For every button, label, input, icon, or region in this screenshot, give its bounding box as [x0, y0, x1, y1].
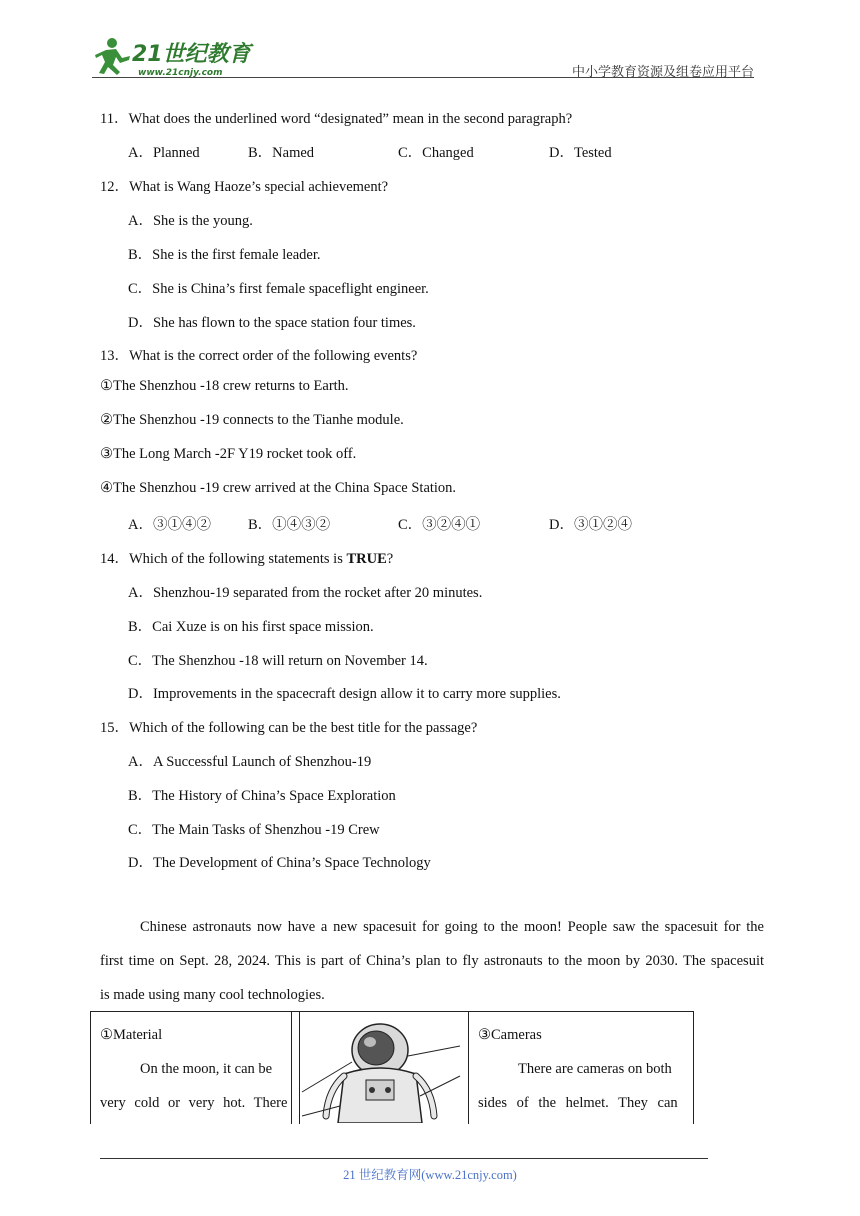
q15-option-b: B．The History of China’s Space Exploration [128, 788, 396, 804]
q11-option-d: D．Tested [549, 145, 612, 161]
q15-stem: 15．Which of the following can be the best title for the passage? [100, 720, 478, 736]
q13-event-1: ①The Shenzhou -18 crew returns to Earth. [100, 378, 349, 394]
q12-option-b: B．She is the first female leader. [128, 247, 321, 263]
q12-option-d: D．She has flown to the space station four times. [128, 315, 416, 331]
q15-option-c: C．The Main Tasks of Shenzhou -19 Crew [128, 822, 380, 838]
q14-stem [100, 547, 393, 568]
material-line-1: On the moon, it can be [140, 1061, 273, 1077]
passage-line-3: is made using many cool technologies. [100, 987, 325, 1003]
q14-option-c: C．The Shenzhou -18 will return on November 14. [128, 653, 428, 669]
astronaut-illustration [300, 1016, 462, 1123]
q13-option-d: D．③①②④ [549, 517, 632, 533]
q14-stem-before: 14．Which of the following statements is [100, 551, 347, 567]
material-line-2: very cold or very hot. There [100, 1095, 288, 1111]
q12-option-c: C．She is China’s first female spaceflight engineer. [128, 281, 429, 297]
table-divider-1 [291, 1012, 292, 1124]
q14-stem-bold: TRUE [346, 551, 387, 567]
q11-option-b: B．Named [248, 145, 315, 161]
q14-option-d: D．Improvements in the spacecraft design allow it to carry more supplies. [128, 686, 561, 702]
header-divider [92, 77, 754, 78]
q14-stem-after: ? [386, 551, 394, 567]
q11-option-a: A．Planned [128, 145, 200, 161]
q13-event-2: ②The Shenzhou -19 connects to the Tianhe module. [100, 412, 404, 428]
q13-option-b: B．①④③② [248, 517, 331, 533]
table-divider-2 [468, 1012, 469, 1124]
q11-option-c: C．Changed [398, 145, 474, 161]
q13-option-c: C．③②④① [398, 517, 481, 533]
q13-event-4: ④The Shenzhou -19 crew arrived at the China Space Station. [100, 480, 457, 496]
q14-option-b: B．Cai Xuze is on his first space mission. [128, 619, 374, 635]
material-heading: ①Material [100, 1027, 163, 1043]
passage-line-2: first time on Sept. 28, 2024. This is part of China’s plan to fly astronauts to the moon by 2030. The spacesuit [100, 953, 764, 969]
q13-event-3: ③The Long March -2F Y19 rocket took off. [100, 446, 357, 462]
q11-stem: 11．What does the underlined word “designated” mean in the second paragraph? [100, 111, 573, 127]
q14-option-a: A．Shenzhou-19 separated from the rocket after 20 minutes. [128, 585, 483, 601]
q13-stem: 13．What is the correct order of the following events? [100, 348, 418, 364]
q13-option-a: A．③①④② [128, 517, 211, 533]
cameras-heading: ③Cameras [478, 1027, 542, 1043]
footer-link[interactable]: 21 世纪教育网(www.21cnjy.com) [343, 1168, 517, 1182]
site-logo [92, 34, 262, 80]
q15-option-a: A．A Successful Launch of Shenzhou-19 [128, 754, 372, 770]
q12-stem: 12．What is Wang Haoze’s special achievement? [100, 179, 389, 195]
q12-option-a: A．She is the young. [128, 213, 253, 229]
passage-line-1: Chinese astronauts now have a new spacesuit for going to the moon! People saw the spacesuit for the [140, 919, 764, 935]
logo-url: www.21cnjy.com [138, 68, 223, 78]
cameras-line-1: There are cameras on both [518, 1061, 672, 1077]
q15-option-d: D．The Development of China’s Space Technology [128, 855, 431, 871]
logo-text: 21世纪教育 [132, 42, 251, 67]
cameras-line-2: sides of the helmet. They can [478, 1095, 678, 1111]
header-platform-text: 中小学教育资源及组卷应用平台 [571, 65, 754, 80]
footer-divider [100, 1158, 708, 1159]
